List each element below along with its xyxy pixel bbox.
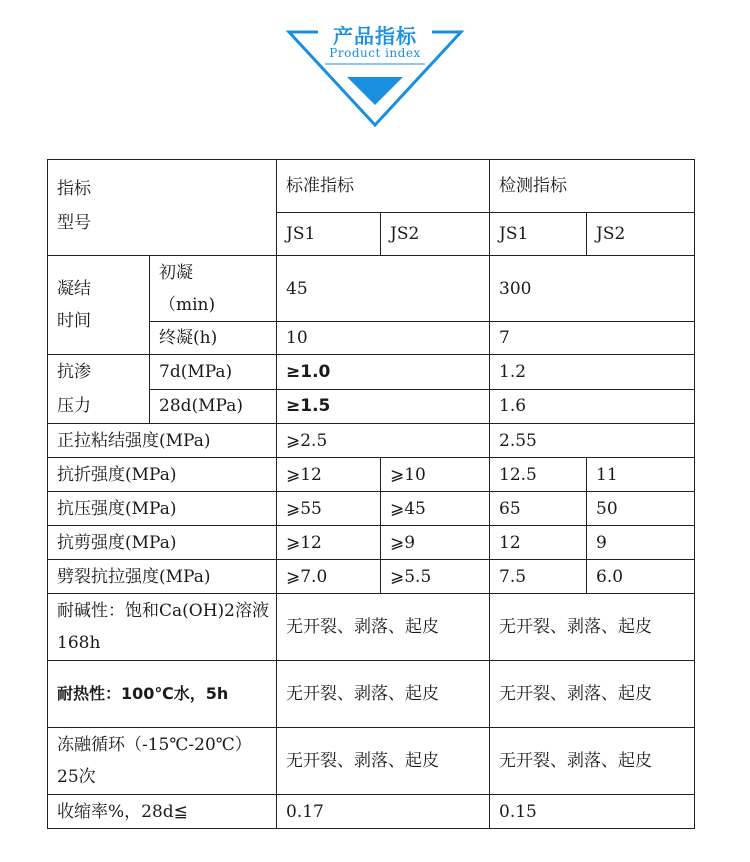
impermeability-label xyxy=(48,355,150,424)
table-row xyxy=(48,661,695,728)
shrinkage-label: 收缩率%，28d≦ xyxy=(48,795,277,829)
shear-test-js1: 12 xyxy=(490,526,587,560)
final-setting-label: 终凝(h) xyxy=(150,322,277,355)
table-row xyxy=(48,492,695,526)
header-test-js2: JS2 xyxy=(587,213,695,256)
shear-std-js1: ⩾12 xyxy=(277,526,381,560)
split-tensile-std-js2: ⩾5.5 xyxy=(381,560,490,594)
initial-setting-test: 300 xyxy=(490,256,695,322)
heat-resistance-label: 耐热性：100℃水，5h xyxy=(48,661,277,728)
freeze-thaw-standard: 无开裂、剥落、起皮 xyxy=(277,728,490,795)
alkali-resistance-label: 耐碱性：饱和Ca(OH)2溶液168h xyxy=(48,594,277,661)
split-tensile-std-js1: ⩾7.0 xyxy=(277,560,381,594)
impermeability-28d-label: 28d(MPa) xyxy=(150,389,277,424)
table-row xyxy=(48,458,695,492)
impermeability-7d-standard: ≥1.0 xyxy=(277,355,490,390)
split-tensile-test-js1: 7.5 xyxy=(490,560,587,594)
setting-label-line2: 时间 xyxy=(57,311,91,331)
setting-time-label xyxy=(48,256,150,355)
flexural-test-js2: 11 xyxy=(587,458,695,492)
header-standard-group: 标准指标 xyxy=(277,160,490,213)
flexural-std-js1: ⩾12 xyxy=(277,458,381,492)
alkali-resistance-standard: 无开裂、剥落、起皮 xyxy=(277,594,490,661)
impermeability-7d-test: 1.2 xyxy=(490,355,695,390)
header-test-js1: JS1 xyxy=(490,213,587,256)
header-model-label: 型号 xyxy=(57,213,91,233)
table-row xyxy=(48,728,695,795)
freeze-thaw-label: 冻融循环（-15℃-20℃）25次 xyxy=(48,728,277,795)
shrinkage-standard: 0.17 xyxy=(277,795,490,829)
initial-setting-line2: （min) xyxy=(159,294,216,315)
table-row xyxy=(48,424,695,458)
compressive-test-js2: 50 xyxy=(587,492,695,526)
flexural-label: 抗折强度(MPa) xyxy=(48,458,277,492)
flexural-test-js1: 12.5 xyxy=(490,458,587,492)
heat-resistance-test: 无开裂、剥落、起皮 xyxy=(490,661,695,728)
split-tensile-label: 劈裂抗拉强度(MPa) xyxy=(48,560,277,594)
header-title: 产品指标 xyxy=(333,24,417,48)
header-test-group: 检测指标 xyxy=(490,160,695,213)
heat-resistance-standard: 无开裂、剥落、起皮 xyxy=(277,661,490,728)
impermeability-7d-label: 7d(MPa) xyxy=(150,355,277,390)
table-row xyxy=(48,795,695,829)
header-subtitle: Product index xyxy=(329,46,421,60)
split-tensile-test-js2: 6.0 xyxy=(587,560,695,594)
initial-setting-line1: 初凝 xyxy=(159,262,193,283)
setting-label-line1: 凝结 xyxy=(57,279,91,299)
impermeability-line1: 抗渗 xyxy=(57,362,91,382)
shear-test-js2: 9 xyxy=(587,526,695,560)
final-setting-standard: 10 xyxy=(277,322,490,355)
shear-std-js2: ⩾9 xyxy=(381,526,490,560)
alkali-resistance-test: 无开裂、剥落、起皮 xyxy=(490,594,695,661)
compressive-test-js1: 65 xyxy=(490,492,587,526)
product-index-table xyxy=(47,159,695,829)
header-indicator-label: 指标 xyxy=(57,179,91,199)
table-row xyxy=(48,526,695,560)
tensile-bond-standard: ⩾2.5 xyxy=(277,424,490,458)
table-header-row xyxy=(48,160,695,213)
table-row xyxy=(48,256,695,322)
shrinkage-test: 0.15 xyxy=(490,795,695,829)
header-indicator-model xyxy=(48,160,277,256)
initial-setting-standard: 45 xyxy=(277,256,490,322)
compressive-std-js2: ⩾45 xyxy=(381,492,490,526)
freeze-thaw-test: 无开裂、剥落、起皮 xyxy=(490,728,695,795)
tensile-bond-label: 正拉粘结强度(MPa) xyxy=(48,424,277,458)
final-setting-test: 7 xyxy=(490,322,695,355)
header-std-js1: JS1 xyxy=(277,213,381,256)
impermeability-line2: 压力 xyxy=(57,396,91,416)
impermeability-28d-test: 1.6 xyxy=(490,389,695,424)
table-row xyxy=(48,355,695,390)
flexural-std-js2: ⩾10 xyxy=(381,458,490,492)
section-header xyxy=(0,0,750,140)
initial-setting-label xyxy=(150,256,277,322)
impermeability-28d-standard: ≥1.5 xyxy=(277,389,490,424)
table-row xyxy=(48,560,695,594)
header-std-js2: JS2 xyxy=(381,213,490,256)
tensile-bond-test: 2.55 xyxy=(490,424,695,458)
compressive-label: 抗压强度(MPa) xyxy=(48,492,277,526)
compressive-std-js1: ⩾55 xyxy=(277,492,381,526)
table-row xyxy=(48,594,695,661)
shear-label: 抗剪强度(MPa) xyxy=(48,526,277,560)
